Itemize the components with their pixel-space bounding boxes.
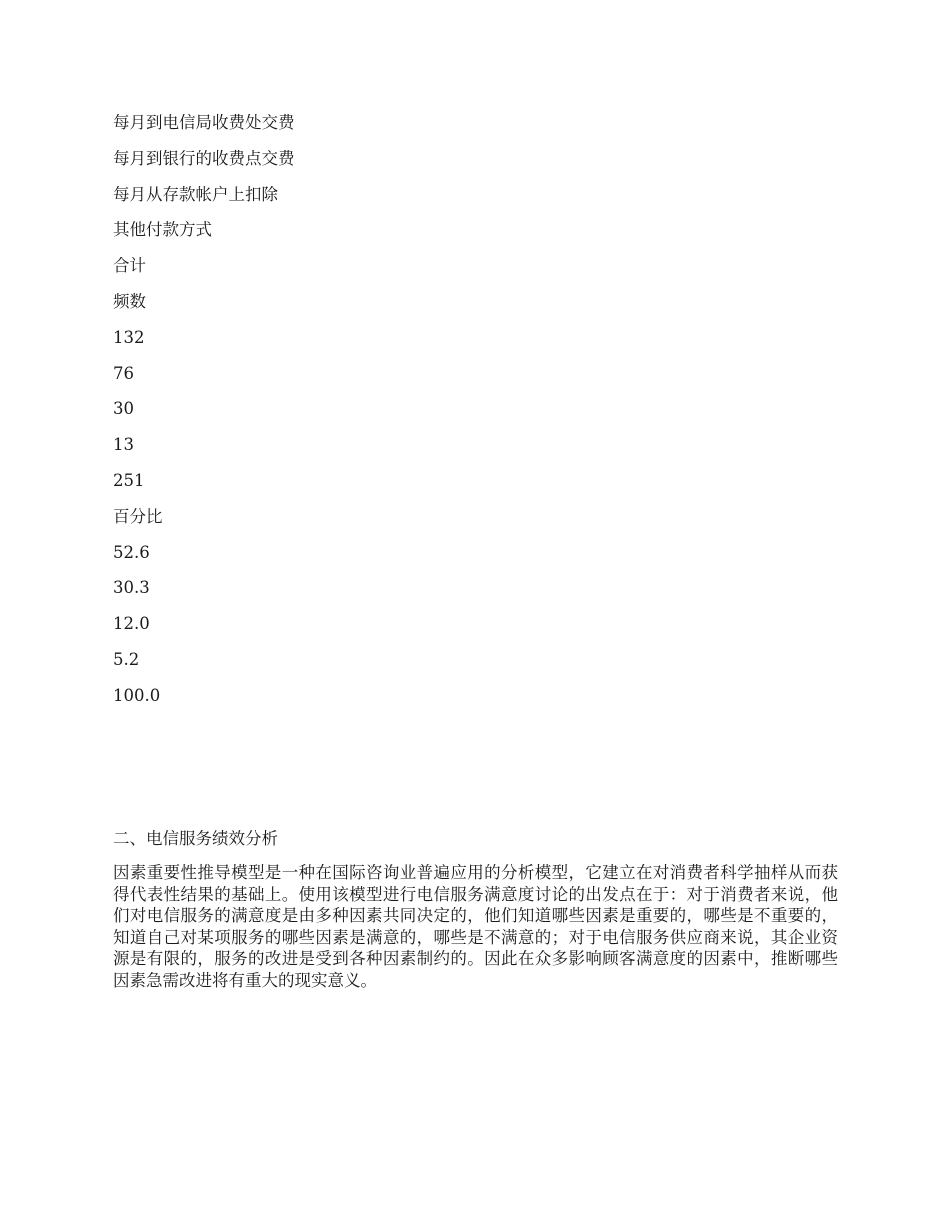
column-header-frequency: 频数: [113, 291, 146, 311]
body-paragraph: 因素重要性推导模型是一种在国际咨询业普遍应用的分析模型，它建立在对消费者科学抽样从而获得代表性结果的基础上。使用该模型进行电信服务满意度讨论的出发点在于：对于消费者来说，他们对电信服务的满意度是由多种因素共同决定的，他们知道哪些因素是重要的，哪些是不重要的，知道自己对某项服务的哪些因素是满意的，哪些是不满意的；对于电信服务供应商来说，其企业资源是有限的，服务的改进是受到各种因素制约的。因此在众多影响顾客满意度的因素中，推断哪些因素急需改进将有重大的现实意义。: [113, 863, 838, 990]
list-item: 30.3: [113, 578, 150, 598]
list-item: 132: [113, 327, 145, 347]
list-item: 100.0: [113, 685, 161, 705]
list-item: 每月从存款帐户上扣除: [113, 184, 278, 204]
table-content-list: [113, 110, 833, 719]
list-item: 其他付款方式: [113, 220, 212, 240]
section-heading: 二、电信服务绩效分析: [113, 829, 278, 848]
list-item: 76: [113, 363, 134, 383]
list-item: 12.0: [113, 614, 150, 634]
list-item: 每月到电信局收费处交费: [113, 113, 295, 132]
list-item: 52.6: [113, 542, 150, 562]
list-item: 251: [113, 470, 145, 490]
list-item: 5.2: [113, 649, 140, 669]
list-item: 13: [113, 435, 134, 455]
list-item: 合计: [113, 256, 146, 276]
list-item: 每月到银行的收费点交费: [113, 148, 295, 168]
column-header-percentage: 百分比: [113, 506, 163, 526]
list-item: 30: [113, 399, 134, 419]
